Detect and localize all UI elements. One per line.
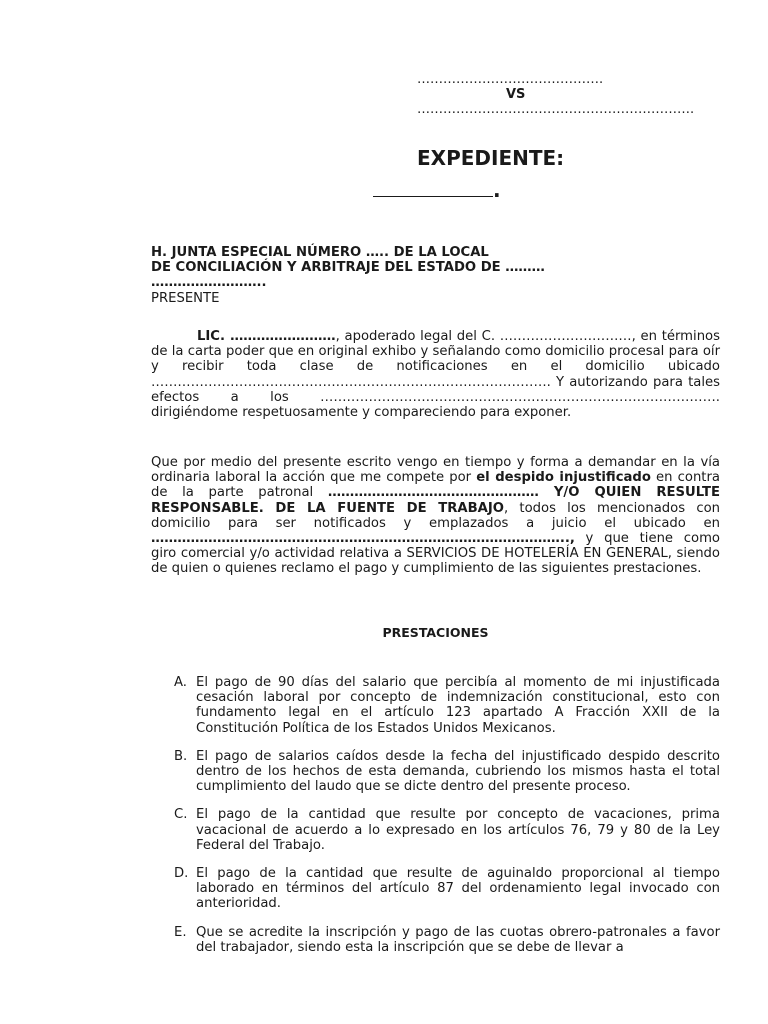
addressee-line-1: H. JUNTA ESPECIAL NÚMERO ….. DE LA LOCAL <box>151 245 489 260</box>
addressee-line-2: DE CONCILIACIÓN Y ARBITRAJE DEL ESTADO DE ……… <box>151 260 545 276</box>
demand-bold-1: el despido injustificado <box>476 470 651 486</box>
demand-text-3: , todos los mencionados con domicilio para ser notificados y emplazados a juicio el ubicado en <box>151 500 720 531</box>
demand-bold-2: ………………………………………… Y/O QUIEN RESULTE RESPONSABLE. DE LA FUENTE DE TRABAJO <box>151 485 720 516</box>
blank-underline <box>373 182 493 197</box>
expediente-number-blank <box>373 178 501 202</box>
vs-label: VS <box>506 87 526 102</box>
demand-paragraph <box>151 455 720 577</box>
addressee-block <box>151 245 720 306</box>
list-item <box>151 675 720 736</box>
list-marker: E. <box>174 924 187 940</box>
list-item-text: El pago de la cantidad que resulte de aguinaldo proporcional al tiempo laborado en términos del artículo 87 del ordenamiento legal invocado con anterioridad. <box>196 866 720 912</box>
list-item <box>151 925 720 955</box>
demand-bold-3: ………………………………………………………………………………….., <box>151 531 575 547</box>
party2-placeholder: ………………………………………………………. <box>417 102 695 117</box>
demand-text-4: y que tiene como giro comercial y/o actividad relativa a SERVICIOS DE HOTELERÍA EN GENERAL, siendo de quien o quienes reclamo el pago y cumplimiento de las siguientes prestaciones. <box>151 531 720 577</box>
list-item <box>151 749 720 795</box>
list-item-text: El pago de la cantidad que resulte por concepto de vacaciones, prima vacacional de acuerdo a lo expresado en los artículos 76, 79 y 80 de la Ley Federal del Trabajo. <box>196 807 720 853</box>
prestaciones-list <box>151 675 720 968</box>
demand-text-1: Que por medio del presente escrito vengo en tiempo y forma a demandar en la vía ordinaria laboral la acción que me compete por <box>151 455 720 486</box>
expediente-suffix: . <box>493 178 501 202</box>
list-item-text: El pago de salarios caídos desde la fecha del injustificado despido descrito dentro de los hechos de esta demanda, cubriendo los mismos hasta el total cumplimiento del laudo que se dicte dentro del presente proceso. <box>196 748 720 795</box>
list-marker: C. <box>174 807 188 823</box>
prestaciones-heading: PRESTACIONES <box>382 625 489 640</box>
list-item <box>151 807 720 853</box>
party1-placeholder: ……………………………………. <box>417 72 604 87</box>
list-marker: D. <box>174 866 189 882</box>
intro-text: , apoderado legal del C. …………………………, en términos de la carta poder que en original exhibo y señalando como domicilio procesal para oír y recibir toda clase de notificaciones en el domicilio ubicado ………………………………………………………………………………. Y autorizando para tales efectos a los ………………………………………………………………………………. dirigiéndome respetuosamente y compareciendo para exponer. <box>151 329 720 421</box>
expediente-label: EXPEDIENTE: <box>417 146 565 170</box>
addressee-line-3: …………………….. <box>151 275 267 291</box>
lic-name-blank: LIC. …………………… <box>197 329 336 344</box>
list-marker: B. <box>174 748 188 764</box>
intro-paragraph <box>151 329 720 420</box>
list-item-text: El pago de 90 días del salario que percibía al momento de mi injustificada cesación laboral por concepto de indemnización constitucional, esto con fundamento legal en el artículo 123 apartado A Fracción XXII de la Constitución Política de los Estados Unidos Mexicanos. <box>196 675 720 736</box>
addressee-presente: PRESENTE <box>151 290 220 306</box>
list-item <box>151 866 720 912</box>
demand-text-2: en contra de la parte patronal <box>151 470 720 501</box>
list-item-text: Que se acredite la inscripción y pago de las cuotas obrero-patronales a favor del trabajador, siendo esta la inscripción que se debe de llevar a <box>196 924 720 955</box>
list-marker: A. <box>174 675 187 690</box>
